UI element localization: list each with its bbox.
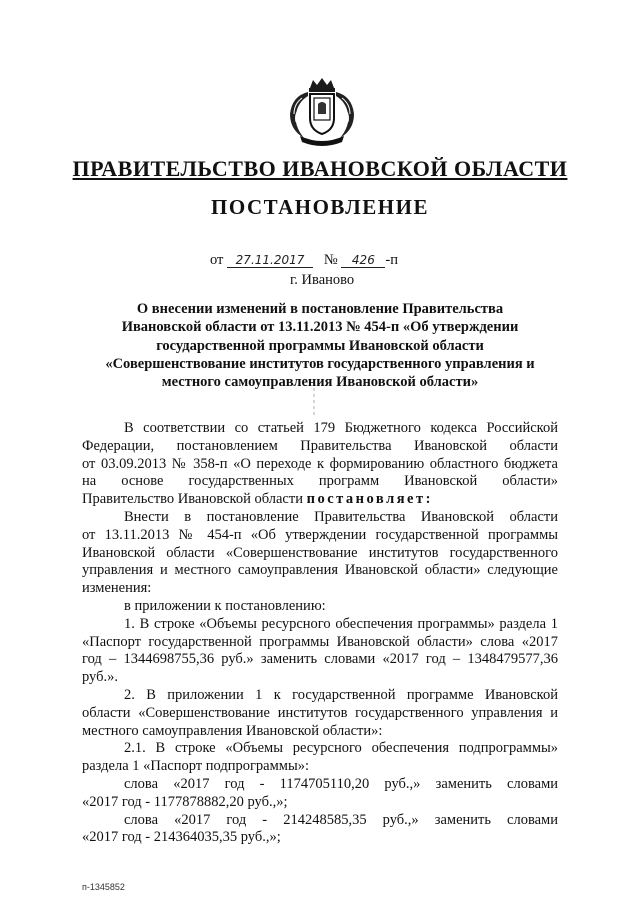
number-suffix: -п bbox=[385, 252, 398, 268]
body-line bbox=[82, 491, 558, 509]
body-text-fragment: Правительство Ивановской области bbox=[82, 491, 303, 508]
body-line: слова «2017 год - 214248585,35 руб.,» заменить словами bbox=[124, 811, 558, 828]
government-title: ПРАВИТЕЛЬСТВО ИВАНОВСКОЙ ОБЛАСТИ bbox=[72, 156, 568, 181]
date-value: 27.11.2017 bbox=[227, 253, 313, 268]
body-line: 2. В приложении 1 к государственной программе Ивановской bbox=[124, 686, 558, 703]
body-line: «Паспорт государственной программы Ивановской области» слова «2017 bbox=[82, 633, 558, 650]
document-body bbox=[82, 420, 558, 847]
body-line: области «Совершенствование институтов государственного управления и bbox=[82, 704, 558, 721]
subject-line: государственной программы Ивановской области bbox=[156, 337, 484, 354]
body-line: слова «2017 год - 1174705110,20 руб.,» заменить словами bbox=[124, 775, 558, 792]
body-line: изменения: bbox=[82, 580, 152, 597]
body-line: на основе государственных программ Ивановской области» bbox=[82, 473, 558, 490]
body-line: «2017 год - 1177878882,20 руб.,»; bbox=[82, 793, 288, 810]
body-line: раздела 1 «Паспорт подпрограммы»: bbox=[82, 758, 309, 775]
date-prefix: от bbox=[210, 252, 224, 268]
body-line: 2.1. В строке «Объемы ресурсного обеспечения подпрограммы» bbox=[124, 740, 558, 757]
resolution-word: постановляет: bbox=[306, 491, 433, 508]
city: г. Иваново bbox=[290, 272, 355, 288]
document-type: ПОСТАНОВЛЕНИЕ bbox=[211, 195, 429, 219]
body-line: в приложении к постановлению: bbox=[124, 597, 326, 614]
body-line: Ивановской области «Совершенствование институтов государственного bbox=[82, 544, 558, 561]
number-prefix: № bbox=[323, 252, 338, 268]
body-line: управления и местного самоуправления Ивановской области» следующие bbox=[82, 562, 558, 579]
number-value: 426 bbox=[341, 253, 385, 268]
subject-line: местного самоуправления Ивановской области» bbox=[161, 374, 479, 391]
body-line: от 13.11.2013 № 454-п «Об утверждении государственной программы bbox=[82, 526, 558, 543]
footer-code: п-1345852 bbox=[82, 882, 125, 892]
body-line: «2017 год - 214364035,35 руб.,»; bbox=[82, 829, 281, 846]
coat-of-arms-icon bbox=[282, 74, 362, 148]
document-subject bbox=[82, 300, 558, 391]
body-line: 1. В строке «Объемы ресурсного обеспечения программы» раздела 1 bbox=[124, 615, 558, 632]
body-line: Федерации, постановлением Правительства Ивановской области bbox=[82, 437, 558, 454]
subject-line: Ивановской области от 13.11.2013 № 454-п «Об утверждении bbox=[121, 319, 519, 336]
body-line: В соответствии со статьей 179 Бюджетного кодекса Российской bbox=[124, 420, 558, 436]
subject-line: «Совершенствование институтов государственного управления и bbox=[105, 355, 535, 372]
body-line: год – 1344698755,36 руб.» заменить словами «2017 год – 1348479577,36 bbox=[82, 651, 558, 668]
body-line: Внести в постановление Правительства Ивановской области bbox=[124, 508, 558, 525]
body-line: руб.». bbox=[82, 669, 118, 686]
date-number-line bbox=[210, 252, 398, 269]
body-line: местного самоуправления Ивановской области»: bbox=[82, 722, 383, 739]
body-line: от 03.09.2013 № 358-п «О переходе к формированию областного бюджета bbox=[82, 455, 558, 472]
scan-artifact bbox=[313, 388, 315, 418]
subject-line: О внесении изменений в постановление Правительства bbox=[136, 301, 504, 317]
